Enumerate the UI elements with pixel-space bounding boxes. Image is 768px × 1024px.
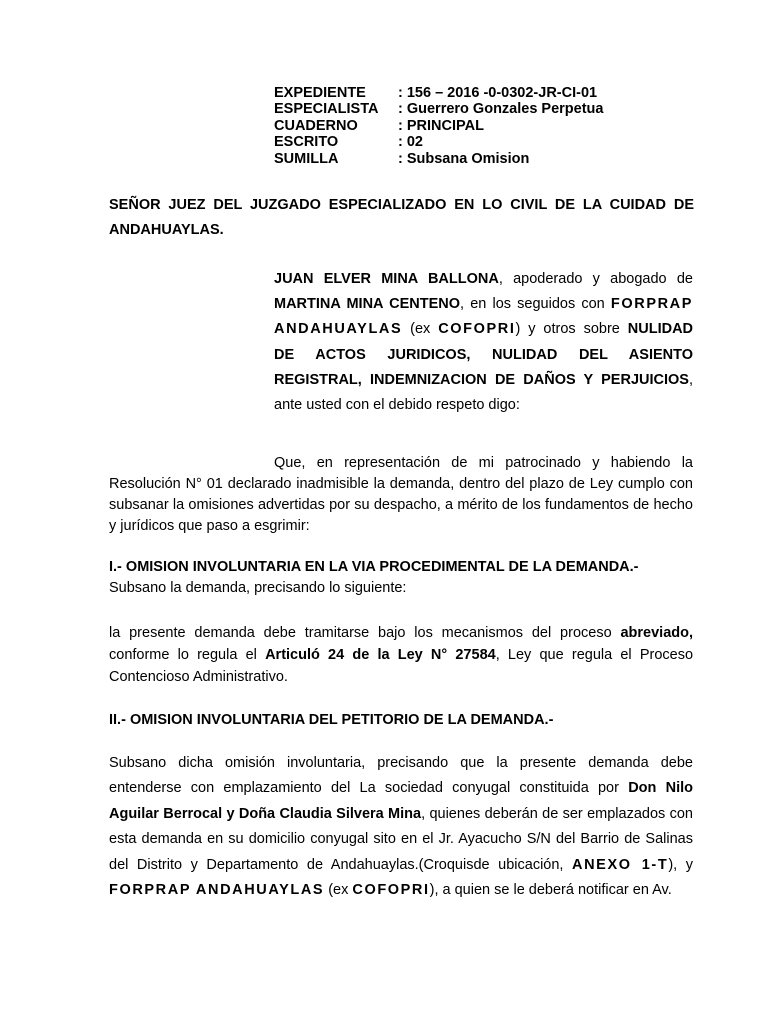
- former-entity: COFOPRI: [438, 321, 516, 338]
- petitorio-text-1: Subsano dicha omisión involuntaria, precisando que la presente demanda debe entenderse con emplazamiento del La sociedad conyugal constituida por: [109, 755, 693, 797]
- defendants-names: Don Nilo Aguilar Berrocal y Doña Claudia Silvera Mina: [109, 780, 693, 822]
- annex-ref: ANEXO 1-T: [572, 856, 669, 873]
- expediente-row: [274, 85, 603, 101]
- addressee: SEÑOR JUEZ DEL JUZGADO ESPECIALIZADO EN LO CIVIL DE LA CUIDAD DE ANDAHUAYLAS.: [109, 197, 694, 238]
- escrito-row: [274, 134, 603, 150]
- law-article: Articuló 24 de la Ley N° 27584: [265, 647, 496, 663]
- defendant-entity: FORPRAP ANDAHUAYLAS: [109, 882, 325, 899]
- cuaderno-row: [274, 118, 603, 134]
- defendant-name: FORPRAP ANDAHUAYLAS: [274, 296, 693, 338]
- sumilla-label: SUMILLA: [274, 150, 339, 167]
- expediente-value: : 156 – 2016 -0-0302-JR-CI-01: [398, 85, 598, 101]
- intro-paragraph: [274, 267, 693, 418]
- section-1: [109, 557, 709, 599]
- attorney-name: JUAN ELVER MINA BALLONA: [274, 271, 499, 287]
- section-2-title: II.- OMISION INVOLUNTARIA DEL PETITORIO DE LA DEMANDA.-: [109, 712, 554, 728]
- former-entity-2: COFOPRI: [352, 882, 430, 899]
- procedure-text-3: , Ley que regula el Proceso Contencioso Administrativo.: [109, 647, 694, 685]
- escrito-value: : 02: [398, 134, 423, 151]
- escrito-label: ESCRITO: [274, 134, 339, 151]
- que-paragraph: [109, 453, 693, 537]
- cuaderno-value: : PRINCIPAL: [398, 117, 484, 134]
- sumilla-row: [274, 151, 603, 167]
- case-header: [274, 85, 603, 167]
- petitorio-paragraph: [109, 751, 693, 903]
- cuaderno-label: CUADERNO: [274, 117, 358, 134]
- procedure-paragraph: [109, 622, 693, 688]
- petitorio-text-5: ), a quien se le deberá notificar en Av.: [429, 882, 672, 899]
- petitorio-text-2: , quienes deberán de ser emplazados con esta demanda en su domicilio conyugal sito en el Jr. Ayacucho S/N del Barrio de Salinas del Distrito y Departamento de Andahuaylas.(Croquisde ubicación,: [109, 805, 693, 873]
- client-name: MARTINA MINA CENTENO: [274, 296, 461, 313]
- petitorio-text-3: ), y: [668, 856, 694, 873]
- section-2: [109, 710, 709, 731]
- sumilla-value: : Subsana Omision: [398, 150, 530, 167]
- intro-text-3: (ex: [402, 321, 439, 338]
- que-text: Que, en representación de mi patrocinado y habiendo la Resolución N° 01 declarado inadmisible la demanda, dentro del plazo de Ley cumplo con subsanar la omisiones advertidas por su despacho, a mérito de los fundamentos de hecho y jurídicos que paso a esgrimir:: [109, 455, 693, 534]
- intro-text-1: , apoderado y abogado de: [498, 271, 693, 287]
- especialista-row: [274, 101, 603, 117]
- section-1-title: I.- OMISION INVOLUNTARIA EN LA VIA PROCEDIMENTAL DE LA DEMANDA.-: [109, 559, 639, 575]
- procedure-text-2: conforme lo regula el: [109, 647, 266, 663]
- especialista-value: : Guerrero Gonzales Perpetua: [398, 101, 604, 118]
- intro-text-4: ) y otros sobre: [515, 321, 628, 338]
- section-1-line: Subsano la demanda, precisando lo siguiente:: [109, 580, 407, 596]
- intro-text-5: , ante usted con el debido respeto digo:: [274, 371, 693, 414]
- intro-text-2: , en los seguidos con: [460, 296, 611, 313]
- especialista-label: ESPECIALISTA: [274, 101, 379, 118]
- procedure-type: abreviado,: [620, 625, 693, 641]
- expediente-label: EXPEDIENTE: [274, 85, 366, 101]
- petitorio-text-4: (ex: [324, 882, 353, 899]
- procedure-text-1: la presente demanda debe tramitarse bajo los mecanismos del proceso: [109, 625, 621, 641]
- case-matter: NULIDAD DE ACTOS JURIDICOS, NULIDAD DEL ASIENTO REGISTRAL, INDEMNIZACION DE DAÑOS Y PERJUICIOS: [274, 321, 694, 388]
